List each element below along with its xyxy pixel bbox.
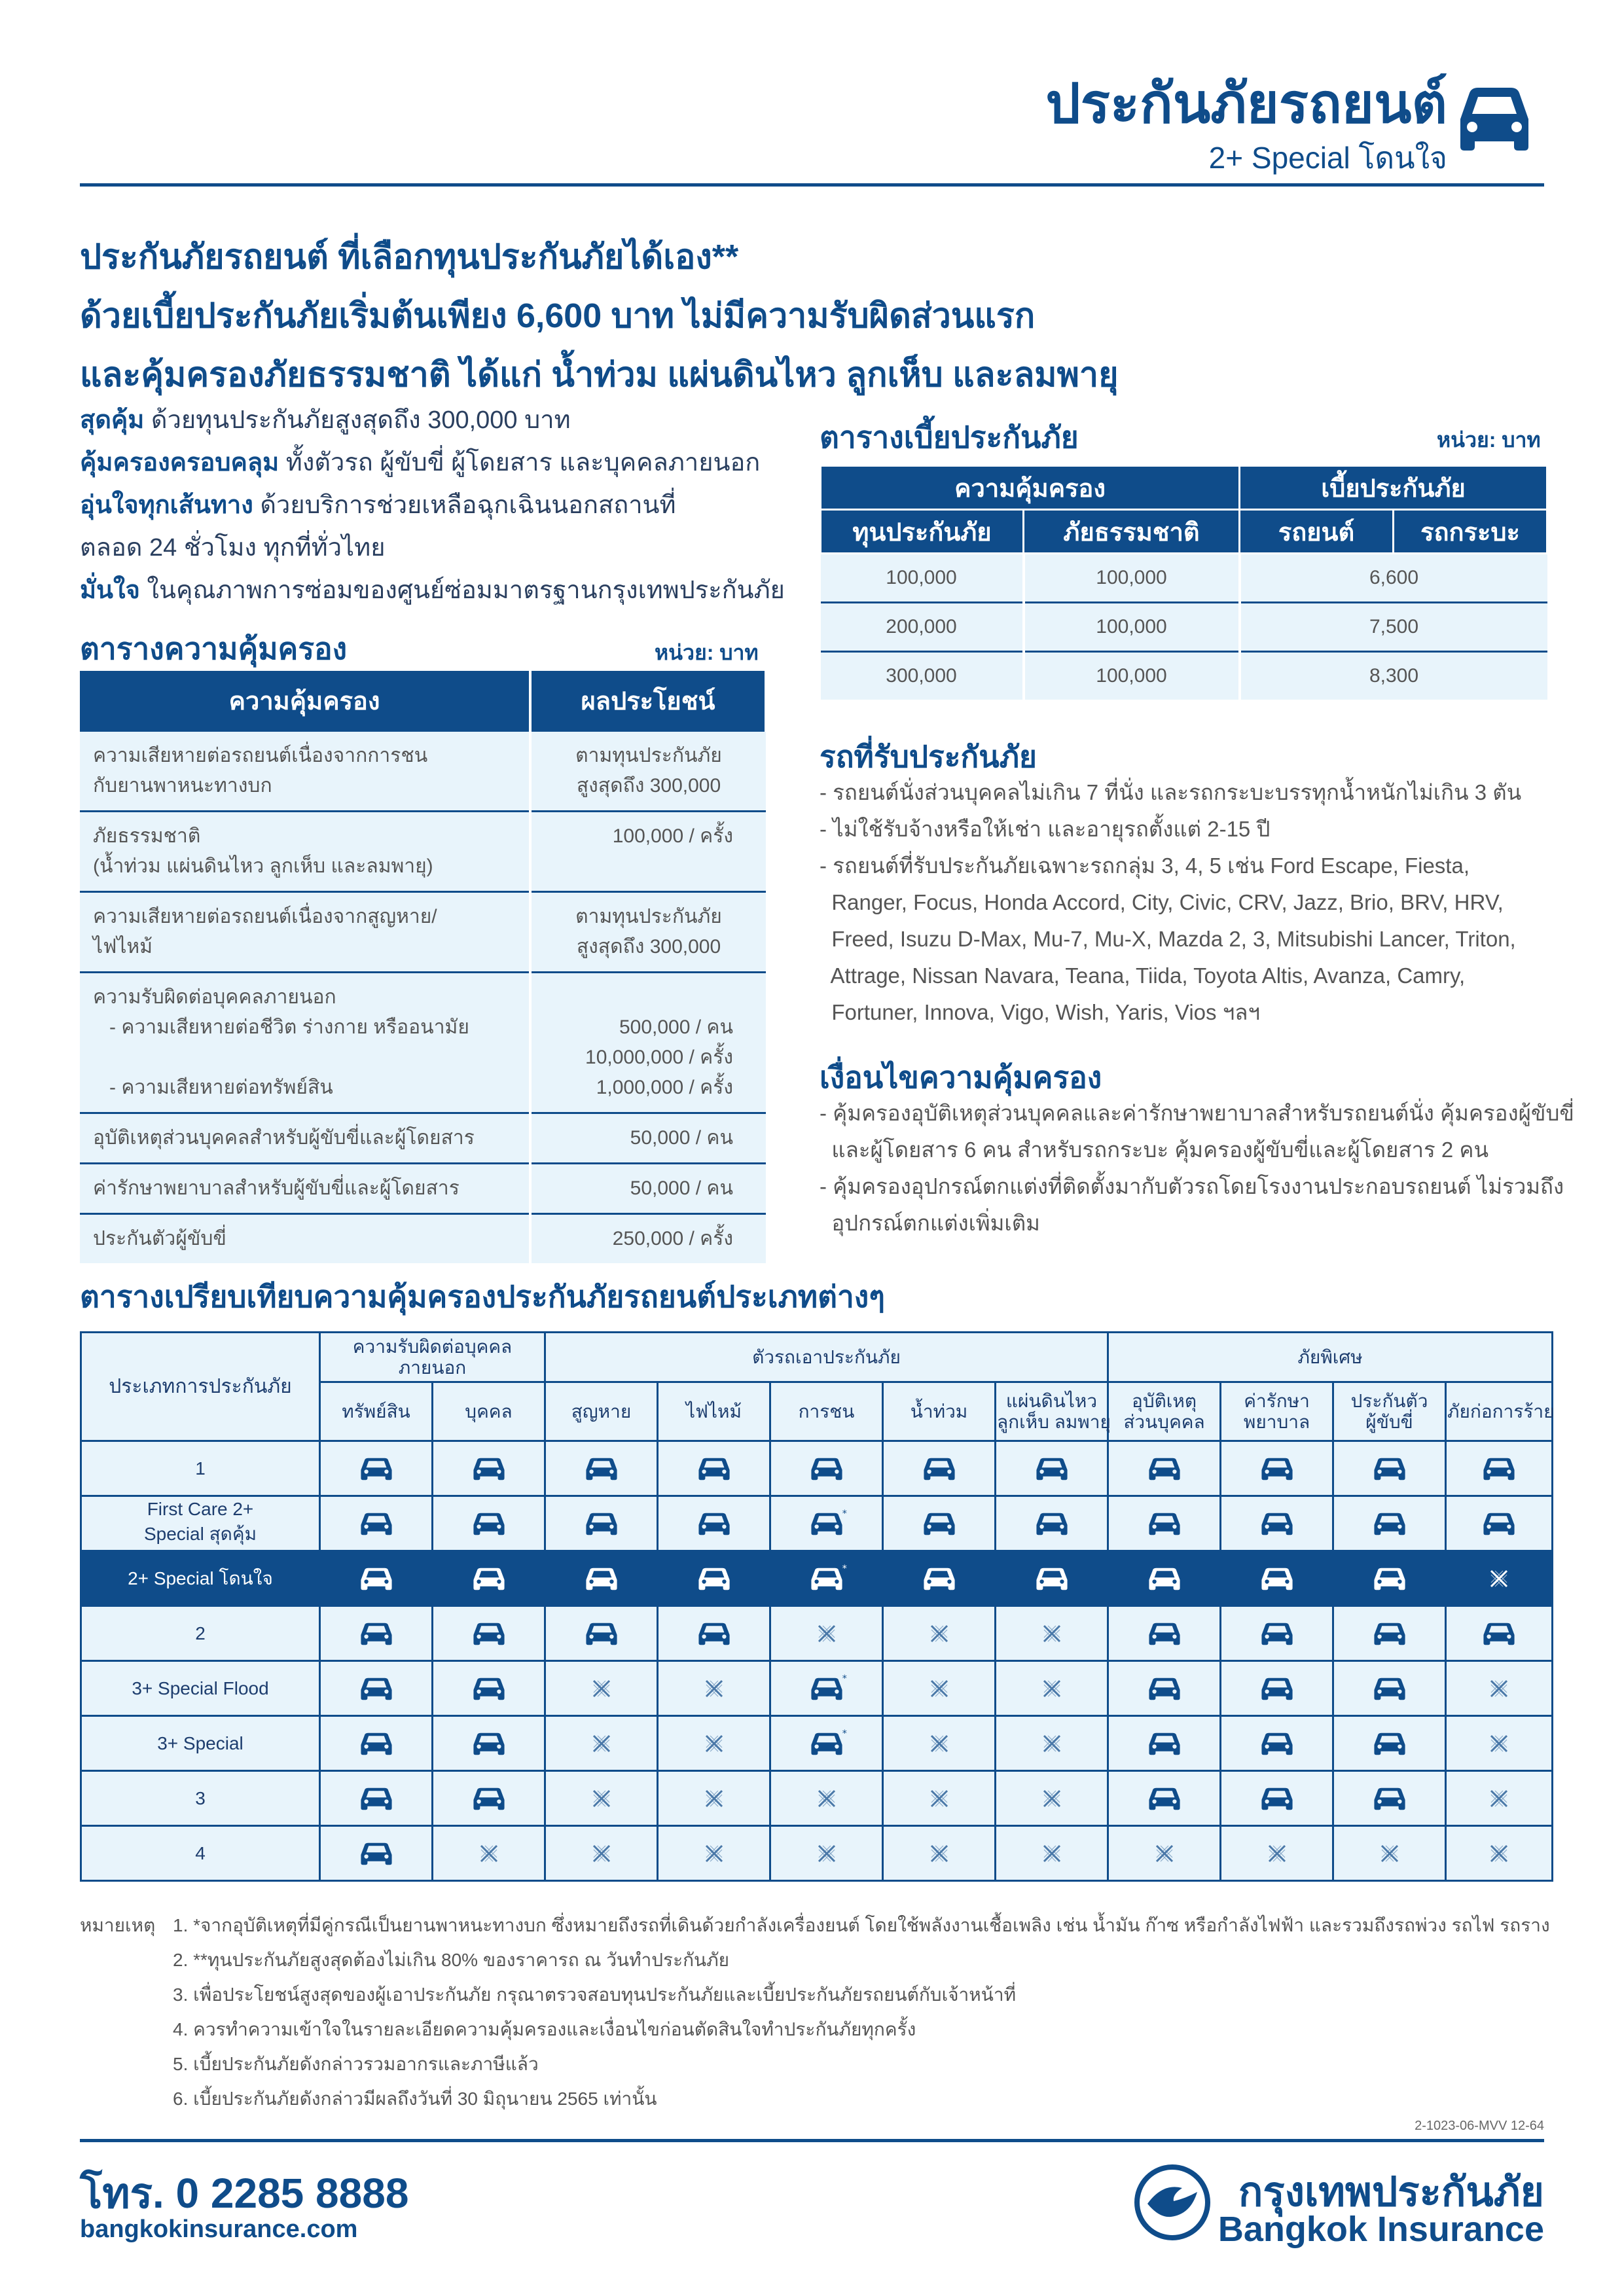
headline-line-2: ด้วยเบี้ยประกันภัยเริ่มต้นเพียง 6,600 บาท ไม่มีความรับผิดส่วนแรก [80,297,1036,335]
cross-icon [926,1785,952,1812]
coverage-cell [883,1716,996,1771]
notes-label: หมายเหตุ [80,1915,156,1935]
coverage-cell [545,1551,658,1606]
car-icon [1146,1619,1183,1649]
coverage-cell [770,1606,883,1661]
coverage-cell [658,1716,770,1771]
coverage-cell [1446,1771,1553,1826]
cross-icon [701,1731,727,1757]
table-row [80,812,766,892]
list-item: Attrage, Nissan Navara, Teana, Tiida, Toyota Altis, Avanza, Camry, [820,963,1466,988]
car-icon [1258,1784,1296,1814]
note-item: 6. เบี้ยประกันภัยดังกล่าวมีผลถึงวันที่ 30 มิถุนายน 2565 เท่านั้น [173,2089,657,2109]
car-icon [1033,1564,1071,1594]
car-icon [1480,1509,1518,1539]
car-icon [1258,1619,1296,1649]
coverage-cell [1333,1551,1446,1606]
coverage-label: ประกันตัวผู้ขับขี่ [80,1214,530,1264]
coverage-cell [545,1661,658,1716]
car-icon [357,1729,395,1759]
coverage-cell [1333,1826,1446,1881]
coverage-cell [320,1661,433,1716]
column-header: แผ่นดินไหว ลูกเห็บ ลมพายุ [996,1382,1108,1441]
coverage-cell [545,1606,658,1661]
cross-icon [588,1731,615,1757]
car-icon [920,1454,958,1484]
coverage-cell [1446,1441,1553,1496]
coverage-cell [545,1826,658,1881]
car-icon [1258,1564,1296,1594]
car-icon [1146,1564,1183,1594]
coverage-cell [770,1551,883,1606]
conditions-list [820,1095,1574,1242]
coverage-cell [770,1661,883,1716]
coverage-cell [1108,1826,1221,1881]
coverage-cell [433,1716,545,1771]
cross-icon [1039,1676,1065,1702]
cross-icon [926,1676,952,1702]
coverage-cell [1108,1551,1221,1606]
coverage-cell [658,1551,770,1606]
coverage-cell [320,1826,433,1881]
coverage-label: ความเสียหายต่อรถยนต์เนื่องจากสูญหาย/ ไฟไหม้ [80,892,530,973]
coverage-cell [545,1441,658,1496]
car-icon [1146,1674,1183,1704]
note-item: 4. ควรทำความเข้าใจในรายละเอียดความคุ้มครองและเงื่อนไขก่อนตัดสินใจทำประกันภัยทุกครั้ง [173,2019,916,2039]
coverage-cell [1446,1606,1553,1661]
cross-icon [1039,1731,1065,1757]
car-icon [357,1784,395,1814]
coverage-cell [320,1771,433,1826]
list-item: - คุ้มครองอุปกรณ์ตกแต่งที่ติดตั้งมากับตัวรถโดยโรงงานประกอบรถยนต์ ไม่รวมถึง [820,1174,1564,1198]
coverage-cell [433,1771,545,1826]
cross-icon [1377,1840,1403,1867]
car-icon [583,1564,621,1594]
table-row [81,1606,1553,1661]
coverage-cell [1446,1661,1553,1716]
table-row [81,1496,1553,1551]
premium-col-header: รถยนต์ [1240,510,1394,554]
coverage-cell [1108,1441,1221,1496]
coverage-cell [1108,1606,1221,1661]
coverage-cell [996,1551,1108,1606]
table-row: 100,000 100,000 6,600 [821,554,1547,603]
car-icon [357,1564,395,1594]
svg-text:*: * [842,1563,847,1574]
car-icon [1371,1454,1409,1484]
table-row [81,1826,1553,1881]
premium-col-header: ภัยธรรมชาติ [1024,510,1240,554]
coverage-cell [433,1441,545,1496]
coverage-cell [1333,1496,1446,1551]
group-header: ภัยพิเศษ [1108,1333,1553,1382]
car-icon [470,1674,508,1704]
website-link[interactable]: bangkokinsurance.com [80,2215,358,2243]
table-row [80,1164,766,1214]
car-icon [470,1509,508,1539]
car-icon [1033,1509,1071,1539]
list-item: อุปกรณ์ตกแต่งเพิ่มเติม [820,1211,1040,1235]
list-item: Ranger, Focus, Honda Accord, City, Civic, CRV, Jazz, Brio, BRV, HRV, [820,890,1504,914]
coverage-cell [1446,1826,1553,1881]
row-label: First Care 2+ Special สุดคุ้ม [81,1496,320,1551]
column-header: อุบัติเหตุ ส่วนบุคคล [1108,1382,1221,1441]
group-header: ความรับผิดต่อบุคคลภายนอก [320,1333,545,1382]
feature-item: อุ่นใจทุกเส้นทาง ด้วยบริการช่วยเหลือฉุกเฉินนอกสถานที่ [80,492,676,519]
car-icon [1480,1454,1518,1484]
cross-icon [1151,1840,1178,1867]
cross-icon [814,1621,840,1647]
car-icon [808,1564,846,1594]
footer-divider [80,2139,1544,2142]
coverage-cell [883,1606,996,1661]
coverage-cell [1108,1496,1221,1551]
coverage-cell [770,1826,883,1881]
coverage-cell [770,1771,883,1826]
coverage-cell [1108,1771,1221,1826]
table-row: 200,000 100,000 7,500 [821,603,1547,652]
svg-text:*: * [842,1728,847,1739]
row-label: 1 [81,1441,320,1496]
cross-icon [476,1840,502,1867]
coverage-cell [770,1716,883,1771]
page-subtitle: 2+ Special โดนใจ [1208,141,1447,175]
row-label: 4 [81,1826,320,1881]
svg-text:*: * [842,1508,847,1519]
cross-icon [1486,1676,1512,1702]
car-icon [357,1839,395,1869]
coverage-value: 100,000 / ครั้ง [530,812,766,892]
cross-icon [1039,1785,1065,1812]
coverage-value: 50,000 / คน [530,1113,766,1164]
coverage-cell [658,1826,770,1881]
coverage-cell [883,1771,996,1826]
coverage-cell [996,1606,1108,1661]
column-header: บุคคล [433,1382,545,1441]
car-icon [357,1509,395,1539]
car-icon [920,1509,958,1539]
coverage-title: ตารางความคุ้มครอง [80,632,348,666]
coverage-cell [1221,1826,1333,1881]
table-row [81,1771,1553,1826]
list-item: - คุ้มครองอุบัติเหตุส่วนบุคคลและค่ารักษาพยาบาลสำหรับรถยนต์นั่ง คุ้มครองผู้ขับขี่ [820,1101,1574,1125]
list-item: และผู้โดยสาร 6 คน สำหรับรถกระบะ คุ้มครองผู้ขับขี่และผู้โดยสาร 2 คน [820,1138,1489,1162]
table-row [81,1441,1553,1496]
coverage-cell [1221,1771,1333,1826]
type-header: ประเภทการประกันภัย [81,1333,320,1441]
cross-icon [814,1840,840,1867]
car-icon [808,1674,846,1704]
car-icon [1371,1509,1409,1539]
coverage-cell [545,1771,658,1826]
car-icon [1146,1509,1183,1539]
coverage-cell [545,1496,658,1551]
cross-icon [926,1840,952,1867]
coverage-cell [883,1441,996,1496]
vehicles-title: รถที่รับประกันภัย [820,740,1037,774]
car-icon [583,1509,621,1539]
coverage-cell [1108,1661,1221,1716]
coverage-cell [433,1826,545,1881]
coverage-value: ตามทุนประกันภัย สูงสุดถึง 300,000 [530,731,766,812]
car-icon [357,1674,395,1704]
coverage-table [80,671,767,1263]
coverage-value: ตามทุนประกันภัย สูงสุดถึง 300,000 [530,892,766,973]
column-header: น้ำท่วม [883,1382,996,1441]
list-item: - รถยนต์นั่งส่วนบุคคลไม่เกิน 7 ที่นั่ง และรถกระบะบรรทุกน้ำหนักไม่เกิน 3 ตัน [820,780,1522,804]
row-label: 2 [81,1606,320,1661]
coverage-cell [883,1551,996,1606]
coverage-cell [1221,1606,1333,1661]
brand-name-thai: กรุงเทพประกันภัย [1238,2170,1544,2215]
coverage-label: ค่ารักษาพยาบาลสำหรับผู้ขับขี่และผู้โดยสาร [80,1164,530,1214]
note-item: 3. เพื่อประโยชน์สูงสุดของผู้เอาประกันภัย กรุณาตรวจสอบทุนประกันภัยและเบี้ยประกันภัยรถยนต์กับเจ้าหน้าที่ [173,1984,1017,2005]
coverage-cell [658,1496,770,1551]
coverage-cell [658,1606,770,1661]
car-icon [357,1619,395,1649]
cross-icon [588,1785,615,1812]
car-icon [920,1564,958,1594]
table-row [80,731,766,812]
premium-col-header: ทุนประกันภัย [821,510,1024,554]
coverage-cell [883,1496,996,1551]
cross-icon [1039,1621,1065,1647]
phone-number[interactable]: โทร. 0 2285 8888 [80,2170,409,2217]
coverage-cell [1221,1551,1333,1606]
conditions-title: เงื่อนไขความคุ้มครอง [820,1060,1102,1094]
note-item: 2. **ทุนประกันภัยสูงสุดต้องไม่เกิน 80% ของราคารถ ณ วันทำประกันภัย [173,1950,730,1970]
cross-icon [1486,1731,1512,1757]
coverage-cell [1221,1716,1333,1771]
coverage-cell [883,1661,996,1716]
column-header: สูญหาย [545,1382,658,1441]
column-header: ค่ารักษา พยาบาล [1221,1382,1333,1441]
coverage-unit: หน่วย: บาท [655,641,759,664]
list-item: Freed, Isuzu D-Max, Mu-7, Mu-X, Mazda 2, 3, Mitsubishi Lancer, Triton, [820,927,1516,951]
column-header: ภัยก่อการร้าย [1446,1382,1553,1441]
coverage-cell [320,1716,433,1771]
cross-icon [701,1840,727,1867]
coverage-cell [433,1496,545,1551]
coverage-cell [1221,1661,1333,1716]
cross-icon [588,1840,615,1867]
note-item: 5. เบี้ยประกันภัยดังกล่าวรวมอากรและภาษีแล้ว [173,2054,539,2074]
coverage-label: ความเสียหายต่อรถยนต์เนื่องจากการชน กับยานพาหนะทางบก [80,731,530,812]
car-icon [1258,1454,1296,1484]
car-icon [470,1454,508,1484]
car-icon [1480,1619,1518,1649]
coverage-cell [433,1661,545,1716]
table-row [80,1214,766,1264]
comparison-title: ตารางเปรียบเทียบความคุ้มครองประกันภัยรถยนต์ประเภทต่างๆ [80,1280,885,1314]
bangkok-insurance-logo [1133,2163,1212,2242]
premium-group-header: ความคุ้มครอง [821,466,1240,510]
car-icon [470,1564,508,1594]
coverage-cell [1333,1606,1446,1661]
cross-icon [1039,1840,1065,1867]
car-icon [583,1454,621,1484]
car-icon [1371,1729,1409,1759]
svg-text:*: * [842,1673,847,1684]
car-icon [1146,1454,1183,1484]
cross-icon [814,1785,840,1812]
coverage-cell [658,1661,770,1716]
coverage-cell [320,1441,433,1496]
premium-col-header: รถกระบะ [1394,510,1547,554]
coverage-cell [545,1716,658,1771]
coverage-cell [883,1826,996,1881]
car-icon [695,1509,733,1539]
car-icon [808,1729,846,1759]
premium-unit: หน่วย: บาท [1437,428,1541,452]
cross-icon [1486,1566,1512,1592]
cross-icon [926,1621,952,1647]
coverage-cell [1333,1771,1446,1826]
car-icon [357,1454,395,1484]
coverage-col-header: ผลประโยชน์ [530,671,766,731]
coverage-cell [770,1496,883,1551]
coverage-label: ความรับผิดต่อบุคคลภายนอก - ความเสียหายต่อชีวิต ร่างกาย หรืออนามัย - ความเสียหายต่อทรัพย์สิน [80,973,530,1113]
car-icon [1371,1564,1409,1594]
car-icon [470,1619,508,1649]
car-icon [470,1729,508,1759]
coverage-label: อุบัติเหตุส่วนบุคคลสำหรับผู้ขับขี่และผู้โดยสาร [80,1113,530,1164]
coverage-cell [1446,1716,1553,1771]
coverage-cell [1221,1496,1333,1551]
coverage-label: ภัยธรรมชาติ (น้ำท่วม แผ่นดินไหว ลูกเห็บ และลมพายุ) [80,812,530,892]
car-icon [1146,1729,1183,1759]
cross-icon [588,1676,615,1702]
car-icon [1146,1784,1183,1814]
cross-icon [1264,1840,1290,1867]
coverage-cell [996,1716,1108,1771]
coverage-cell [996,1661,1108,1716]
table-row [80,1113,766,1164]
premium-group-header: เบี้ยประกันภัย [1240,466,1547,510]
coverage-cell [320,1606,433,1661]
list-item: - ไม่ใช้รับจ้างหรือให้เช่า และอายุรถตั้งแต่ 2-15 ปี [820,817,1271,841]
doc-code: 2-1023-06-MVV 12-64 [1415,2119,1544,2133]
coverage-value: 50,000 / คน [530,1164,766,1214]
car-icon [1371,1784,1409,1814]
car-icon [808,1454,846,1484]
coverage-cell [433,1551,545,1606]
feature-item: คุ้มครองครอบคลุม ทั้งตัวรถ ผู้ขับขี่ ผู้โดยสาร และบุคคลภายนอก [80,449,761,476]
table-row [81,1661,1553,1716]
cross-icon [701,1785,727,1812]
list-item: - รถยนต์ที่รับประกันภัยเฉพาะรถกลุ่ม 3, 4, 5 เช่น Ford Escape, Fiesta, [820,853,1470,878]
brand-name-english: Bangkok Insurance [1218,2210,1544,2249]
header-divider [80,183,1544,187]
vehicles-list [820,774,1521,1031]
column-header: ประกันตัว ผู้ขับขี่ [1333,1382,1446,1441]
premium-title: ตารางเบี้ยประกันภัย [820,420,1079,454]
feature-item: สุดคุ้ม ด้วยทุนประกันภัยสูงสุดถึง 300,000 บาท [80,406,571,434]
list-item: Fortuner, Innova, Vigo, Wish, Yaris, Vios ฯลฯ [820,1000,1260,1024]
coverage-cell [320,1496,433,1551]
car-icon [808,1509,846,1539]
cross-icon [1486,1840,1512,1867]
coverage-cell [996,1826,1108,1881]
table-row: 300,000 100,000 8,300 [821,652,1547,700]
coverage-cell [1333,1441,1446,1496]
coverage-cell [433,1606,545,1661]
premium-table [820,465,1548,700]
coverage-cell [1446,1496,1553,1551]
car-icon [1258,1509,1296,1539]
car-icon [470,1784,508,1814]
cross-icon [926,1731,952,1757]
cross-icon [1486,1785,1512,1812]
feature-item: ตลอด 24 ชั่วโมง ทุกที่ทั่วไทย [80,534,386,562]
coverage-cell [658,1441,770,1496]
row-label: 3 [81,1771,320,1826]
coverage-cell [1333,1661,1446,1716]
coverage-value: 250,000 / ครั้ง [530,1214,766,1264]
coverage-cell [1333,1716,1446,1771]
group-header: ตัวรถเอาประกันภัย [545,1333,1108,1382]
coverage-cell [320,1551,433,1606]
notes [80,1911,1550,2109]
coverage-col-header: ความคุ้มครอง [80,671,530,731]
coverage-cell [1221,1441,1333,1496]
car-icon [1033,1454,1071,1484]
car-icon [583,1619,621,1649]
coverage-cell [1108,1716,1221,1771]
car-icon [1371,1674,1409,1704]
row-label: 3+ Special [81,1716,320,1771]
column-header: การชน [770,1382,883,1441]
car-icon [1371,1619,1409,1649]
headline-line-1: ประกันภัยรถยนต์ ที่เลือกทุนประกันภัยได้เอง** [80,238,739,276]
row-label: 3+ Special Flood [81,1661,320,1716]
coverage-cell [996,1441,1108,1496]
coverage-cell [996,1771,1108,1826]
table-row [81,1551,1553,1606]
column-header: ไฟไหม้ [658,1382,770,1441]
coverage-cell [658,1771,770,1826]
car-icon [1258,1674,1296,1704]
coverage-cell [996,1496,1108,1551]
car-icon [1258,1729,1296,1759]
feature-item: มั่นใจ ในคุณภาพการซ่อมของศูนย์ซ่อมมาตรฐานกรุงเทพประกันภัย [80,577,785,604]
coverage-value: 500,000 / คน 10,000,000 / ครั้ง 1,000,000 / ครั้ง [530,973,766,1113]
page-title: ประกันภัยรถยนต์ [1045,73,1447,134]
column-header: ทรัพย์สิน [320,1382,433,1441]
car-icon [1449,73,1540,165]
coverage-cell [770,1441,883,1496]
table-row [80,973,766,1113]
car-icon [695,1454,733,1484]
cross-icon [701,1676,727,1702]
comparison-table [80,1331,1553,1882]
note-item: 1. *จากอุบัติเหตุที่มีคู่กรณีเป็นยานพาหนะทางบก ซึ่งหมายถึงรถที่เดินด้วยกำลังเครื่องยนต์ โดยใช้พลังงานเชื้อเพลิง เช่น น้ำมัน ก๊าซ หรือกำลังไฟฟ้า และรวมถึงรถพ่วง รถไฟ รถราง [173,1915,1550,1935]
headline-line-3: และคุ้มครองภัยธรรมชาติ ได้แก่ น้ำท่วม แผ่นดินไหว ลูกเห็บ และลมพายุ [80,356,1119,394]
row-label: 2+ Special โดนใจ [81,1551,320,1606]
car-icon [695,1564,733,1594]
table-row [80,892,766,973]
table-row [81,1716,1553,1771]
car-icon [695,1619,733,1649]
coverage-cell [1446,1551,1553,1606]
